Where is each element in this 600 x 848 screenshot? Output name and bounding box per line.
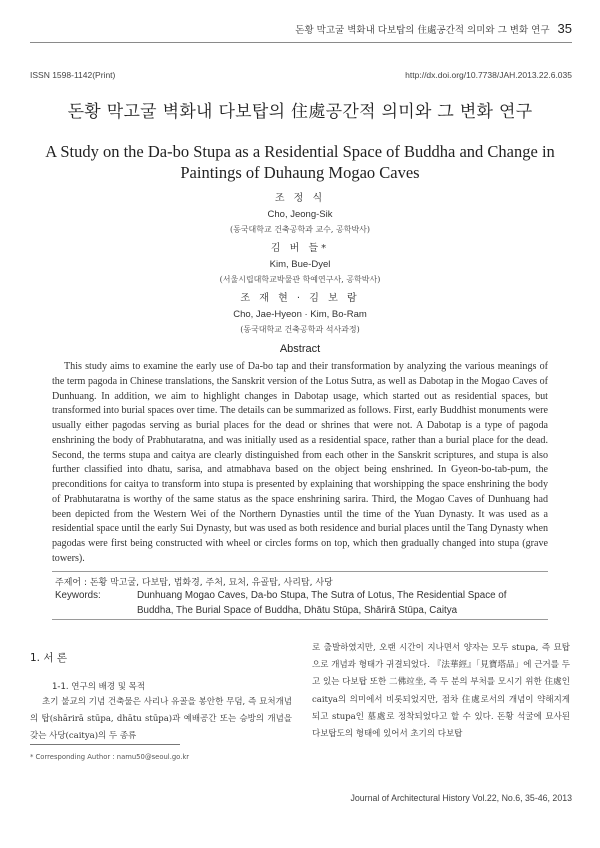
author-block [100, 191, 500, 341]
doi-link[interactable]: http://dx.doi.org/10.7738/JAH.2013.22.6.035 [405, 70, 572, 80]
keywords-english [55, 588, 548, 618]
author-affiliation: (동국대학교 건축공학과 교수, 공학박사) [229, 225, 371, 234]
author-name-english: Cho, Jeong-Sik [267, 209, 333, 220]
keywords-korean-terms: 돈황 막고굴, 다보탑, 법화경, 주처, 묘처, 유골탑, 사리탑, 사당 [89, 578, 333, 588]
keywords-korean-label: 주제어 : [55, 578, 90, 588]
keywords-english-label: Keywords: [55, 590, 101, 601]
keywords-bottom-rule [52, 619, 548, 620]
issn: ISSN 1598-1142(Print) [30, 70, 116, 80]
author-affiliation: (동국대학교 건축공학과 석사과정) [240, 325, 360, 334]
title-korean: 돈황 막고굴 벽화내 다보탑의 住處공간적 의미와 그 변화 연구 [67, 102, 533, 122]
section-heading: 1. 서 론 [30, 652, 67, 664]
title-english: A Study on the Da-bo Stupa as a Residential Space of Buddha and Change in Paintings of Duhaung Mogao Caves [45, 142, 555, 182]
keywords-korean [55, 575, 548, 588]
running-header-title: 돈황 막고굴 벽화내 다보탑의 住處공간적 의미와 그 변화 연구 [295, 25, 550, 36]
author-name-english: Kim, Bue-Dyel [269, 259, 331, 270]
author-affiliation: (서울시립대학교박물관 학예연구사, 공학박사) [219, 275, 381, 284]
subsection-heading: 1-1. 연구의 배경 및 목적 [52, 682, 146, 692]
keywords-english-line1: Dunhuang Mogao Caves, Da-bo Stupa, The Sutra of Lotus, The Residential Space of [137, 590, 507, 601]
keywords-top-rule [52, 571, 548, 572]
running-header [295, 21, 572, 36]
header-rule [30, 42, 572, 43]
footnote: * Corresponding Author : namu50@seoul.go.kr [30, 753, 190, 761]
author-name-english: Cho, Jae-Hyeon · Kim, Bo-Ram [233, 309, 367, 320]
body-column-left [30, 650, 292, 746]
page-number: 35 [557, 21, 572, 36]
body-paragraph: 로 출발하였지만, 오랜 시간이 지나면서 양자는 모두 stupa, 즉 묘탑으로 개념과 형태가 귀결되었다. 『法華經』「見寶塔品」에 근거를 두고 있는 다보탑 또한 二佛竝坐, 즉 두 분의 부처를 모시기 위한 住處인 caitya의 의미에서 비롯되었지만, 점차 住處로서의 개념이 약해지게 되고 stupa인 墓處로 정착되었다고 할 수 있다. 돈황 석굴에 묘사된 다보탑도의 형태에 있어서 초기의 다보탑 [312, 643, 570, 740]
abstract-heading: Abstract [279, 343, 321, 355]
abstract-text: This study aims to examine the early use of Da-bo tap and their transformation by analyzing the various meanings of the term pagoda in Chinese translations, the Sanskrit version of the Lotus Sutra, as well as Dabotap in the Mogao Caves of Dunhuang. In addition, we aim to highlight changes in Dabotap usage, which started out as residential spaces, but transformed into burial spaces over time. The details can be summarized as follows. First, early Buddhist monuments were usually either pagodas serving as burial places for the dead or shrines that were not. A Dabotap is a type of pagoda enshrining the body of Prabhutaratna, and was initially used as a residential space, rather than a burial place for the dead. Second, the terms stupa and caitya are clearly distinguished from each other in the Sanskrit scriptures, and stupa is also further classified into dhatu, sarisa, and atmabhava based on the object being enshrined. In Gyeon-bo-tab-pum, the preconditions for caitya to transform into stupa is presented by explaining that worshipping the space enshrining the body of Prabhutaratna is worthy of the same status as the space enshrining sarira. Third, the Mogao Caves of Dunhuang had been depicted from the Western Wei of the Northern Dynasties until the time of the Yuan Dynasty. It was used as a residential space until the early Sui Dynasty, but was used as both residence and burial places until the Tang Dynasty when pagodas were first being constructed with wheel or circles forms on top, which then gradually changed into stupa (grave towers). [52, 361, 549, 564]
author-name-korean: 김 버 들* [270, 243, 330, 254]
footnote-rule [30, 744, 180, 745]
author-name-korean: 조 재 현 · 김 보 람 [240, 293, 360, 304]
body-paragraph: 초기 불교의 기념 건축물은 사리나 유골을 봉안한 무덤, 즉 묘처개념의 탑(shārirā stūpa, dhātu stūpa)과 예배공간 또는 승방의 개념을 갖는 사당(caitya)의 두 종류 [30, 697, 292, 742]
author-name-korean: 조 정 식 [274, 193, 326, 204]
journal-footer: Journal of Architectural History Vol.22, No.6, 35-46, 2013 [350, 793, 572, 803]
body-column-right [312, 640, 570, 743]
keywords-english-line2: Buddha, The Burial Space of Buddha, Dhātu Stūpa, Shārirā Stūpa, Caitya [137, 605, 458, 616]
